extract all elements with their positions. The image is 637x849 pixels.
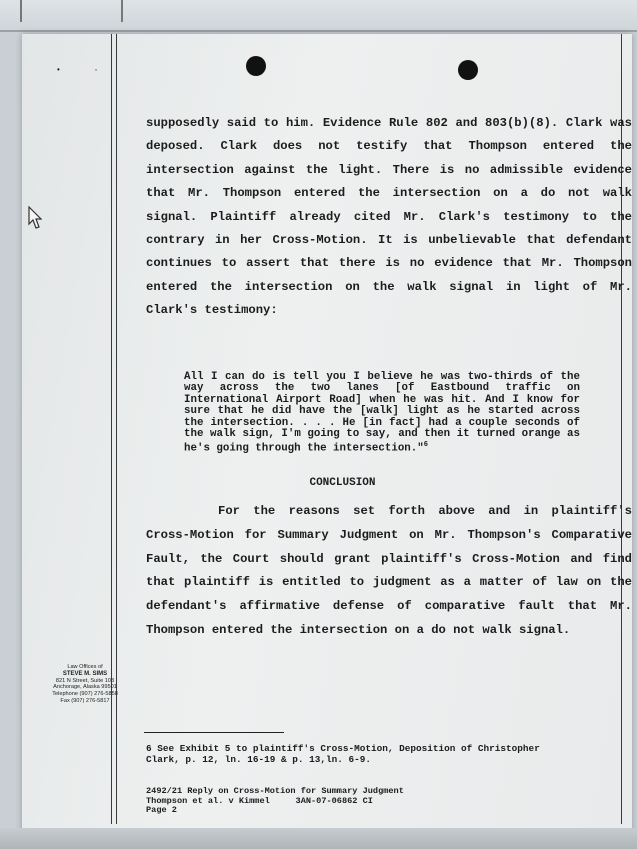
monitor-bottom-edge	[0, 828, 637, 849]
conclusion-text: For the reasons set forth above and in plaintiff's Cross-Motion for Summary Judgment on Mr. Thompson's Comparative Fault, the Court should grant plaintiff's Cross-Motion and find that plaintiff is entitled to judgment as a matter of law on the defendant's affirmative defense of comparative fault that Mr. Thompson entered the intersection on a do not walk signal.	[146, 504, 632, 637]
firm-line-1: Law Offices of	[67, 664, 103, 670]
page-footer	[146, 787, 566, 816]
conclusion-paragraph	[146, 500, 632, 643]
block-quote-text: All I can do is tell you I believe he was two-thirds of the way across the two lanes [of Eastbound traffic on International Airport Road] when he was hit. And I know for sure that he did have the [walk] light as he started across the intersection. . . . He [in fact] had a couple seconds of the walk sign, I'm going to say, and then it turned orange as he's going through the intersection."	[184, 371, 580, 456]
firm-telephone: Telephone (907) 276-5858	[52, 691, 118, 698]
mouse-pointer-icon	[28, 206, 42, 230]
footer-case: Thompson et al. v Kimmel 3AN-07-06862 CI	[146, 795, 373, 806]
margin-rule-left-inner	[116, 34, 117, 824]
top-rule-right	[121, 0, 123, 22]
punch-hole-left-icon	[246, 56, 266, 76]
footer-page-number: Page 2	[146, 805, 177, 816]
footer-title: 2492/21 Reply on Cross-Motion for Summary Judgment	[146, 786, 404, 796]
top-rule-left	[20, 0, 622, 22]
firm-address: 821 N Street, Suite 103	[55, 677, 115, 684]
footnote: 6 See Exhibit 5 to plaintiff's Cross-Motion, Deposition of Christopher Clark, p. 12, ln. 16-19 & p. 13,ln. 6-9.	[146, 743, 540, 765]
punch-hole-right-icon	[458, 60, 478, 80]
firm-fax: Fax (907) 276-5817	[60, 697, 110, 704]
firm-name: STEVE M. SIMS	[62, 670, 108, 677]
firm-city: Anchorage, Alaska 99501	[53, 684, 117, 691]
body-paragraph	[146, 112, 632, 323]
law-firm-block	[50, 664, 120, 705]
footnote-separator	[144, 732, 284, 733]
block-quote	[184, 372, 580, 455]
section-heading: CONCLUSION	[309, 477, 376, 489]
footnote-reference: 6	[423, 441, 428, 450]
margin-rule-left-outer	[111, 34, 112, 824]
stray-marks: • ·	[56, 66, 113, 75]
body-paragraph-text: supposedly said to him. Evidence Rule 802 and 803(b)(8). Clark was deposed. Clark does not testify that Thompson entered the intersection against the light. There is no admissible evidence that Mr. Thompson entered the intersection on a do not walk signal. Plaintiff already cited Mr. Clark's testimony to the contrary in her Cross-Motion. It is unbelievable that defendant continues to assert that there is no evidence that Mr. Thompson entered the intersection on the walk signal in light of Mr. Clark's testimony:	[146, 116, 632, 318]
